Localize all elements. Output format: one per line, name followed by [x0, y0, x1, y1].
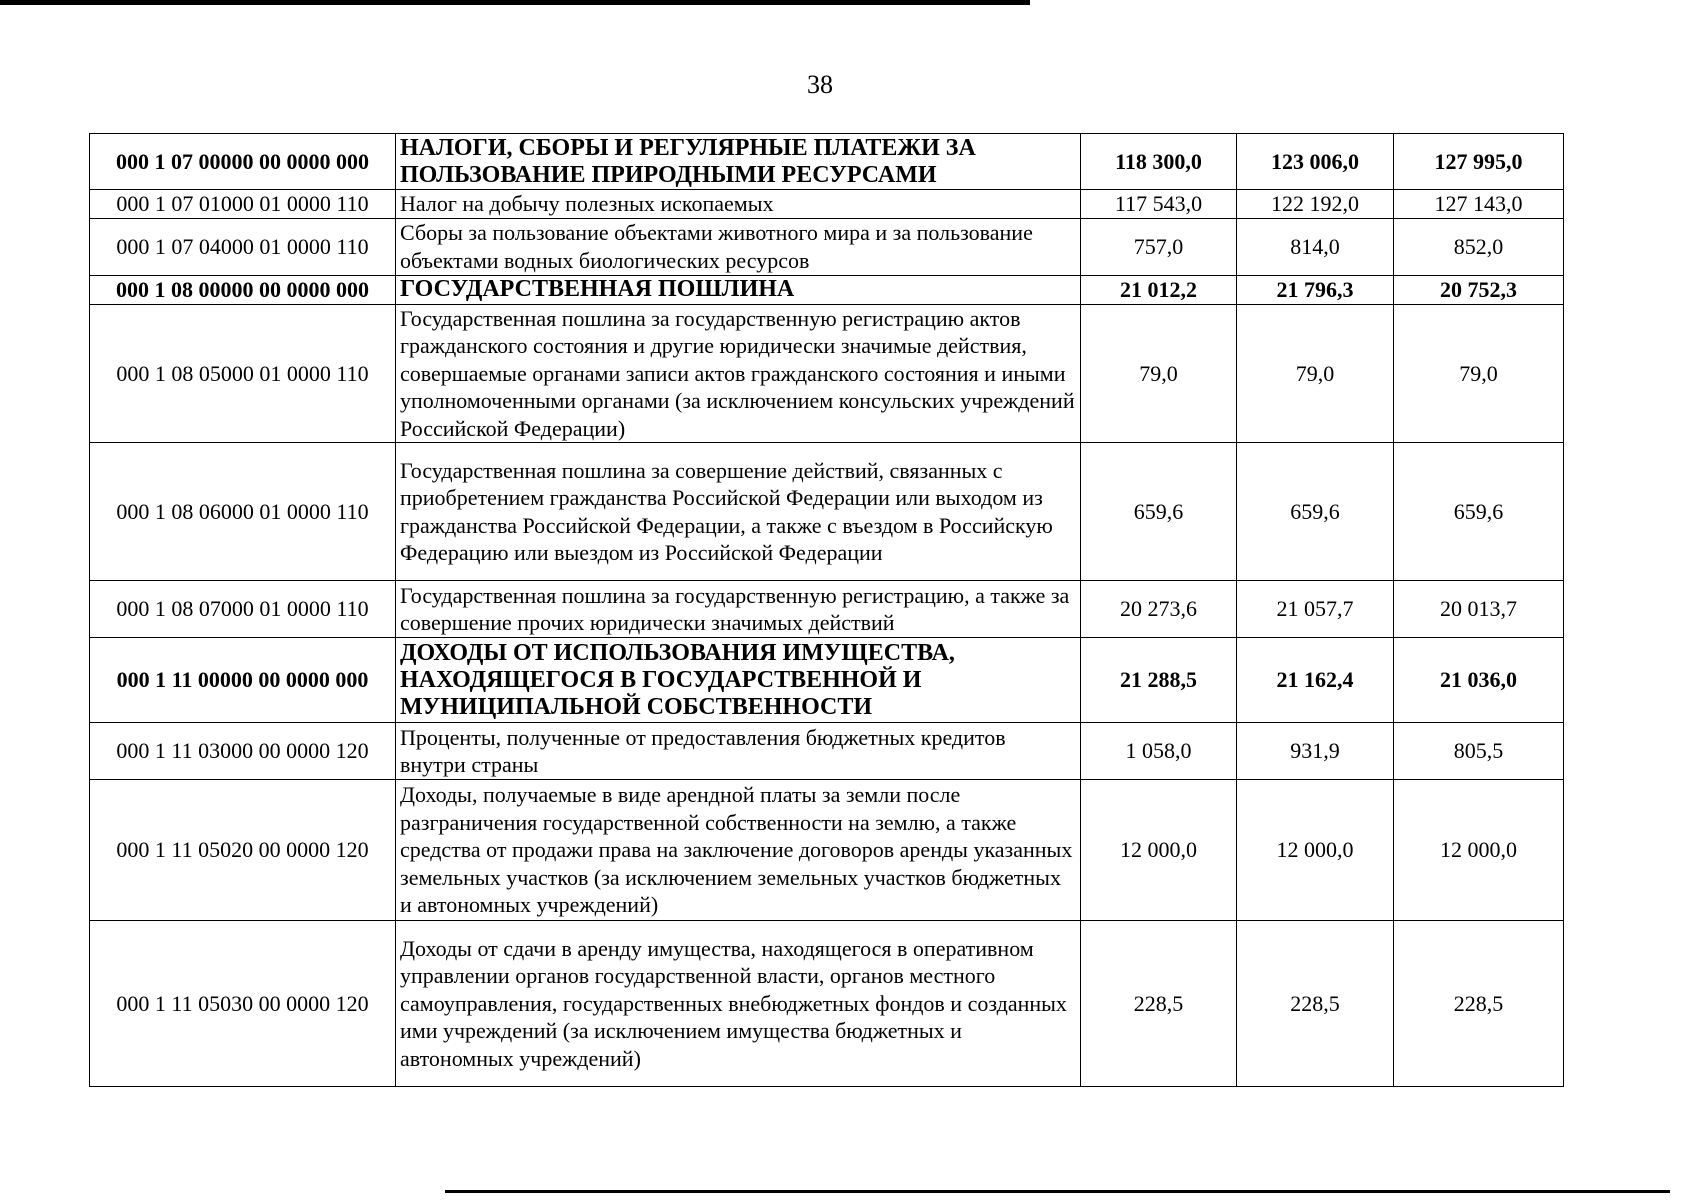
value-year1-cell: 117 543,0 — [1081, 190, 1237, 219]
table-row — [90, 581, 1564, 638]
value-year2-cell: 79,0 — [1237, 304, 1394, 443]
table-row — [90, 780, 1564, 921]
value-year2-cell: 122 192,0 — [1237, 190, 1394, 219]
value-year1-cell: 228,5 — [1081, 921, 1237, 1087]
value-year3-cell: 805,5 — [1394, 723, 1564, 780]
value-year2-cell: 814,0 — [1237, 218, 1394, 275]
table-row — [90, 275, 1564, 304]
value-year2-cell: 659,6 — [1237, 443, 1394, 581]
revenue-name-cell: Налог на добычу полезных ископаемых — [396, 190, 1081, 219]
value-year2-cell: 21 162,4 — [1237, 638, 1394, 723]
budget-code-cell: 000 1 07 01000 01 0000 110 — [90, 190, 396, 219]
value-year2-cell: 228,5 — [1237, 921, 1394, 1087]
value-year3-cell: 659,6 — [1394, 443, 1564, 581]
revenue-name-cell: Доходы от сдачи в аренду имущества, находящегося в оперативном управлении органов государственной власти, органов местного самоуправления, государственных внебюджетных фондов и созданных ими учреждений (за исключением имущества бюджетных и автономных учреждений) — [396, 921, 1081, 1087]
value-year1-cell: 757,0 — [1081, 218, 1237, 275]
value-year1-cell: 1 058,0 — [1081, 723, 1237, 780]
table-row — [90, 304, 1564, 443]
value-year1-cell: 21 012,2 — [1081, 275, 1237, 304]
value-year3-cell: 852,0 — [1394, 218, 1564, 275]
budget-revenue-table — [89, 133, 1564, 1087]
value-year1-cell: 21 288,5 — [1081, 638, 1237, 723]
table-row — [90, 134, 1564, 190]
table-row — [90, 723, 1564, 780]
value-year1-cell: 659,6 — [1081, 443, 1237, 581]
budget-code-cell: 000 1 11 00000 00 0000 000 — [90, 638, 396, 723]
table-row — [90, 190, 1564, 219]
value-year3-cell: 127 995,0 — [1394, 134, 1564, 190]
value-year1-cell: 20 273,6 — [1081, 581, 1237, 638]
bottom-scan-rule — [445, 1190, 1670, 1193]
value-year3-cell: 20 013,7 — [1394, 581, 1564, 638]
value-year2-cell: 21 796,3 — [1237, 275, 1394, 304]
budget-code-cell: 000 1 08 06000 01 0000 110 — [90, 443, 396, 581]
budget-code-cell: 000 1 07 00000 00 0000 000 — [90, 134, 396, 190]
budget-code-cell: 000 1 07 04000 01 0000 110 — [90, 218, 396, 275]
table-row — [90, 638, 1564, 723]
revenue-name-cell: НАЛОГИ, СБОРЫ И РЕГУЛЯРНЫЕ ПЛАТЕЖИ ЗА ПОЛЬЗОВАНИЕ ПРИРОДНЫМИ РЕСУРСАМИ — [396, 134, 1081, 190]
budget-code-cell: 000 1 08 07000 01 0000 110 — [90, 581, 396, 638]
revenue-name-cell: Сборы за пользование объектами животного мира и за пользование объектами водных биологических ресурсов — [396, 218, 1081, 275]
revenue-name-cell: Проценты, полученные от предоставления бюджетных кредитов внутри страны — [396, 723, 1081, 780]
revenue-name-cell: ДОХОДЫ ОТ ИСПОЛЬЗОВАНИЯ ИМУЩЕСТВА, НАХОДЯЩЕГОСЯ В ГОСУДАРСТВЕННОЙ И МУНИЦИПАЛЬНОЙ СОБСТВЕННОСТИ — [396, 638, 1081, 723]
table-row — [90, 443, 1564, 581]
value-year3-cell: 21 036,0 — [1394, 638, 1564, 723]
value-year2-cell: 931,9 — [1237, 723, 1394, 780]
budget-code-cell: 000 1 08 05000 01 0000 110 — [90, 304, 396, 443]
revenue-name-cell: Доходы, получаемые в виде арендной платы за земли после разграничения государственной собственности на землю, а также средства от продажи права на заключение договоров аренды указанных земельных участков (за исключением земельных участков бюджетных и автономных учреждений) — [396, 780, 1081, 921]
value-year3-cell: 20 752,3 — [1394, 275, 1564, 304]
value-year3-cell: 79,0 — [1394, 304, 1564, 443]
revenue-name-cell: Государственная пошлина за государственную регистрацию актов гражданского состояния и другие юридически значимые действия, совершаемые органами записи актов гражданского состояния и иными уполномоченными органами (за исключением консульских учреждений Российской Федерации) — [396, 304, 1081, 443]
top-scan-rule — [0, 0, 1030, 5]
value-year3-cell: 127 143,0 — [1394, 190, 1564, 219]
revenue-name-cell: Государственная пошлина за совершение действий, связанных с приобретением гражданства Российской Федерации или выходом из гражданства Российской Федерации, а также с въездом в Российскую Федерацию или выездом из Российской Федерации — [396, 443, 1081, 581]
value-year2-cell: 12 000,0 — [1237, 780, 1394, 921]
value-year1-cell: 12 000,0 — [1081, 780, 1237, 921]
budget-code-cell: 000 1 11 03000 00 0000 120 — [90, 723, 396, 780]
table-row — [90, 921, 1564, 1087]
value-year2-cell: 123 006,0 — [1237, 134, 1394, 190]
revenue-name-cell: Государственная пошлина за государственную регистрацию, а также за совершение прочих юридически значимых действий — [396, 581, 1081, 638]
value-year3-cell: 12 000,0 — [1394, 780, 1564, 921]
page-number: 38 — [807, 70, 833, 99]
budget-code-cell: 000 1 08 00000 00 0000 000 — [90, 275, 396, 304]
value-year1-cell: 118 300,0 — [1081, 134, 1237, 190]
value-year3-cell: 228,5 — [1394, 921, 1564, 1087]
budget-code-cell: 000 1 11 05020 00 0000 120 — [90, 780, 396, 921]
revenue-name-cell: ГОСУДАРСТВЕННАЯ ПОШЛИНА — [396, 275, 1081, 304]
budget-code-cell: 000 1 11 05030 00 0000 120 — [90, 921, 396, 1087]
table-row — [90, 218, 1564, 275]
value-year1-cell: 79,0 — [1081, 304, 1237, 443]
value-year2-cell: 21 057,7 — [1237, 581, 1394, 638]
